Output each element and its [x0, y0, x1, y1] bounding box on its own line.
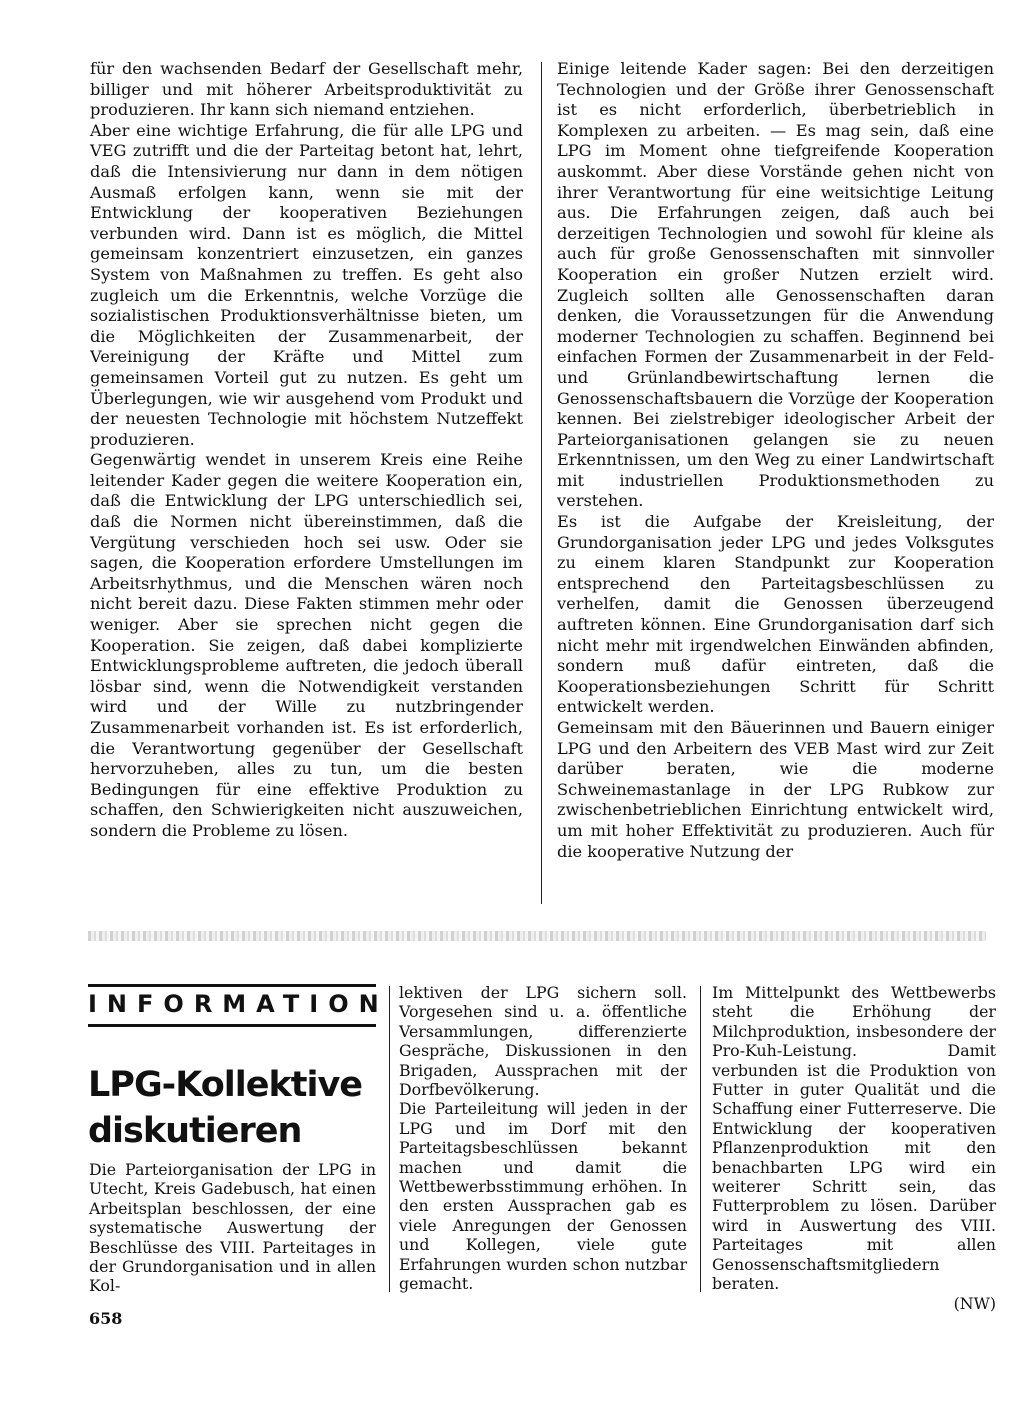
author-signature: (NW)	[953, 1293, 996, 1313]
information-rule-bottom	[88, 1024, 376, 1027]
section-separator-band	[88, 931, 986, 941]
article-paragraph: Gemeinsam mit den Bäuerinnen und Bauern einiger LPG und den Arbeitern des VEB Mast wird zur Zeit darüber beraten, wie die moderne Schweinemastanlage in der LPG Rubkow zur zwischenbetrieblichen Einrichtung entwickelt wird, um mit hoher Effektivität zu produzieren. Auch für die kooperative Nutzung der	[557, 718, 994, 861]
column-divider	[700, 986, 701, 1292]
column-divider	[389, 986, 390, 1292]
page-number: 658	[89, 1309, 123, 1328]
article-column-left	[90, 59, 523, 842]
article-paragraph: Aber eine wichtige Erfahrung, die für alle LPG und VEG zutrifft und die der Parteitag betont hat, lehrt, daß die Intensivierung nur dann in dem nötigen Ausmaß erfolgen kann, wenn sie mit der Entwicklung der kooperativen Beziehungen verbunden wird. Dann ist es möglich, die Mittel gemeinsam konzentriert einzusetzen, ein ganzes System von Maßnahmen zu treffen. Es geht also zugleich um die Erkenntnis, welche Vorzüge die sozialistischen Produktionsverhältnisse bieten, um die Möglichkeiten der Zusammenarbeit, der Vereinigung der Kräfte und Mittel zum gemeinsamen Vorteil gut zu nutzen. Es geht um Überlegungen, wie wir ausgehend vom Produkt und der neuesten Technologie mit höchstem Nutzeffekt produzieren.	[90, 120, 523, 449]
information-label: INFORMATION	[88, 990, 389, 1018]
information-headline: LPG-Kollektive diskutieren	[88, 1065, 363, 1151]
information-paragraph: Die Parteiorganisation der LPG in Utecht, Kreis Gadebusch, hat einen Arbeitsplan beschlossen, der eine systematische Auswertung der Beschlüsse des VIII. Parteitages in der Grundorganisation und in allen Kol-	[89, 1160, 376, 1296]
column-divider	[541, 62, 542, 904]
information-paragraph: lektiven der LPG sichern soll. Vorgesehen sind u. a. öffentliche Versammlungen, differenzierte Gespräche, Diskussionen in den Brigaden, Aussprachen mit der Dorfbevölkerung.	[399, 983, 687, 1100]
information-column-2	[399, 983, 687, 1294]
information-paragraph: Die Parteileitung will jeden in der LPG und im Dorf mit den Parteitagsbeschlüssen bekannt machen und damit die Wettbewerbsstimmung erhöhen. In den ersten Aussprachen gab es viele Anregungen der Genossen und Kollegen, viele gute Erfahrungen wurden schon nutzbar gemacht.	[399, 1099, 687, 1294]
article-paragraph: Es ist die Aufgabe der Kreisleitung, der Grundorganisation jeder LPG und jedes Volksgutes zu einem klaren Standpunkt zur Kooperation entsprechend den Parteitagsbeschlüssen zu verhelfen, damit die Genossen überzeugend auftreten können. Eine Grundorganisation darf sich nicht mehr mit irgendwelchen Einwänden abfinden, sondern muß dafür eintreten, daß die Kooperationsbeziehungen Schritt für Schritt entwickelt werden.	[557, 512, 994, 717]
information-rule-top	[88, 984, 376, 987]
information-column-1	[89, 1160, 376, 1296]
information-paragraph: Im Mittelpunkt des Wettbewerbs steht die Erhöhung der Milchproduktion, insbesondere der Pro-Kuh-Leistung. Damit verbunden ist die Produktion von Futter in guter Qualität und die Schaffung einer Futterreserve. Die Entwicklung der kooperativen Pflanzenproduktion mit den benachbarten LPG wird ein weiterer Schritt sein, das Futterproblem zu lösen. Darüber wird in Auswertung des VIII. Parteitages mit allen Genossenschaftsmitgliedern beraten.	[712, 983, 996, 1294]
article-column-right	[557, 59, 994, 862]
article-paragraph: Einige leitende Kader sagen: Bei den derzeitigen Technologien und der Größe ihrer Genossenschaft ist es nicht erforderlich, überbetrieblich in Komplexen zu arbeiten. — Es mag sein, daß eine LPG im Moment ohne tiefgreifende Kooperation auskommt. Aber diese Vorstände gehen nicht von ihrer Verantwortung für eine weitsichtige Leitung aus. Die Erfahrungen zeigen, daß auch bei derzeitigen Technologien und sowohl für kleine als auch für große Genossenschaften mit sinnvoller Kooperation ein großer Nutzen erzielt wird. Zugleich sollten alle Genossenschaften daran denken, die Voraussetzungen für die Anwendung moderner Technologien zu schaffen. Beginnend bei einfachen Formen der Zusammenarbeit in der Feld- und Grünlandbewirtschaftung lernen die Genossenschaftsbauern die Vorzüge der Kooperation kennen. Bei zielstrebiger ideologischer Arbeit der Parteiorganisationen gelangen sie zu neuen Erkenntnissen, um den Weg zu einer Landwirtschaft mit industriellen Produktionsmethoden zu verstehen.	[557, 59, 994, 511]
article-paragraph: Gegenwärtig wendet in unserem Kreis eine Reihe leitender Kader gegen die weitere Kooperation ein, daß die Entwicklung der LPG unterschiedlich sei, daß die Normen nicht übereinstimmen, daß die Vergütung verschieden hoch sei usw. Oder sie sagen, die Kooperation erfordere Umstellungen im Arbeitsrhythmus, und die Menschen wären noch nicht bereit dazu. Diese Fakten stimmen mehr oder weniger. Aber sie sprechen nicht gegen die Kooperation. Sie zeigen, daß dabei komplizierte Entwicklungsprobleme auftreten, die jedoch überall lösbar sind, wenn die Notwendigkeit verstanden wird und der Wille zu nutzbringender Zusammenarbeit vorhanden ist. Es ist erforderlich, die Verantwortung gegenüber der Gesellschaft hervorzuheben, alles zu tun, um die besten Bedingungen für eine effektive Produktion zu schaffen, den Schwierigkeiten nicht auszuweichen, sondern die Probleme zu lösen.	[90, 450, 523, 840]
information-column-3	[712, 983, 996, 1313]
article-paragraph: für den wachsenden Bedarf der Gesellschaft mehr, billiger und mit höherer Arbeitsproduktivität zu produzieren. Ihr kann sich niemand entziehen.	[90, 59, 523, 120]
